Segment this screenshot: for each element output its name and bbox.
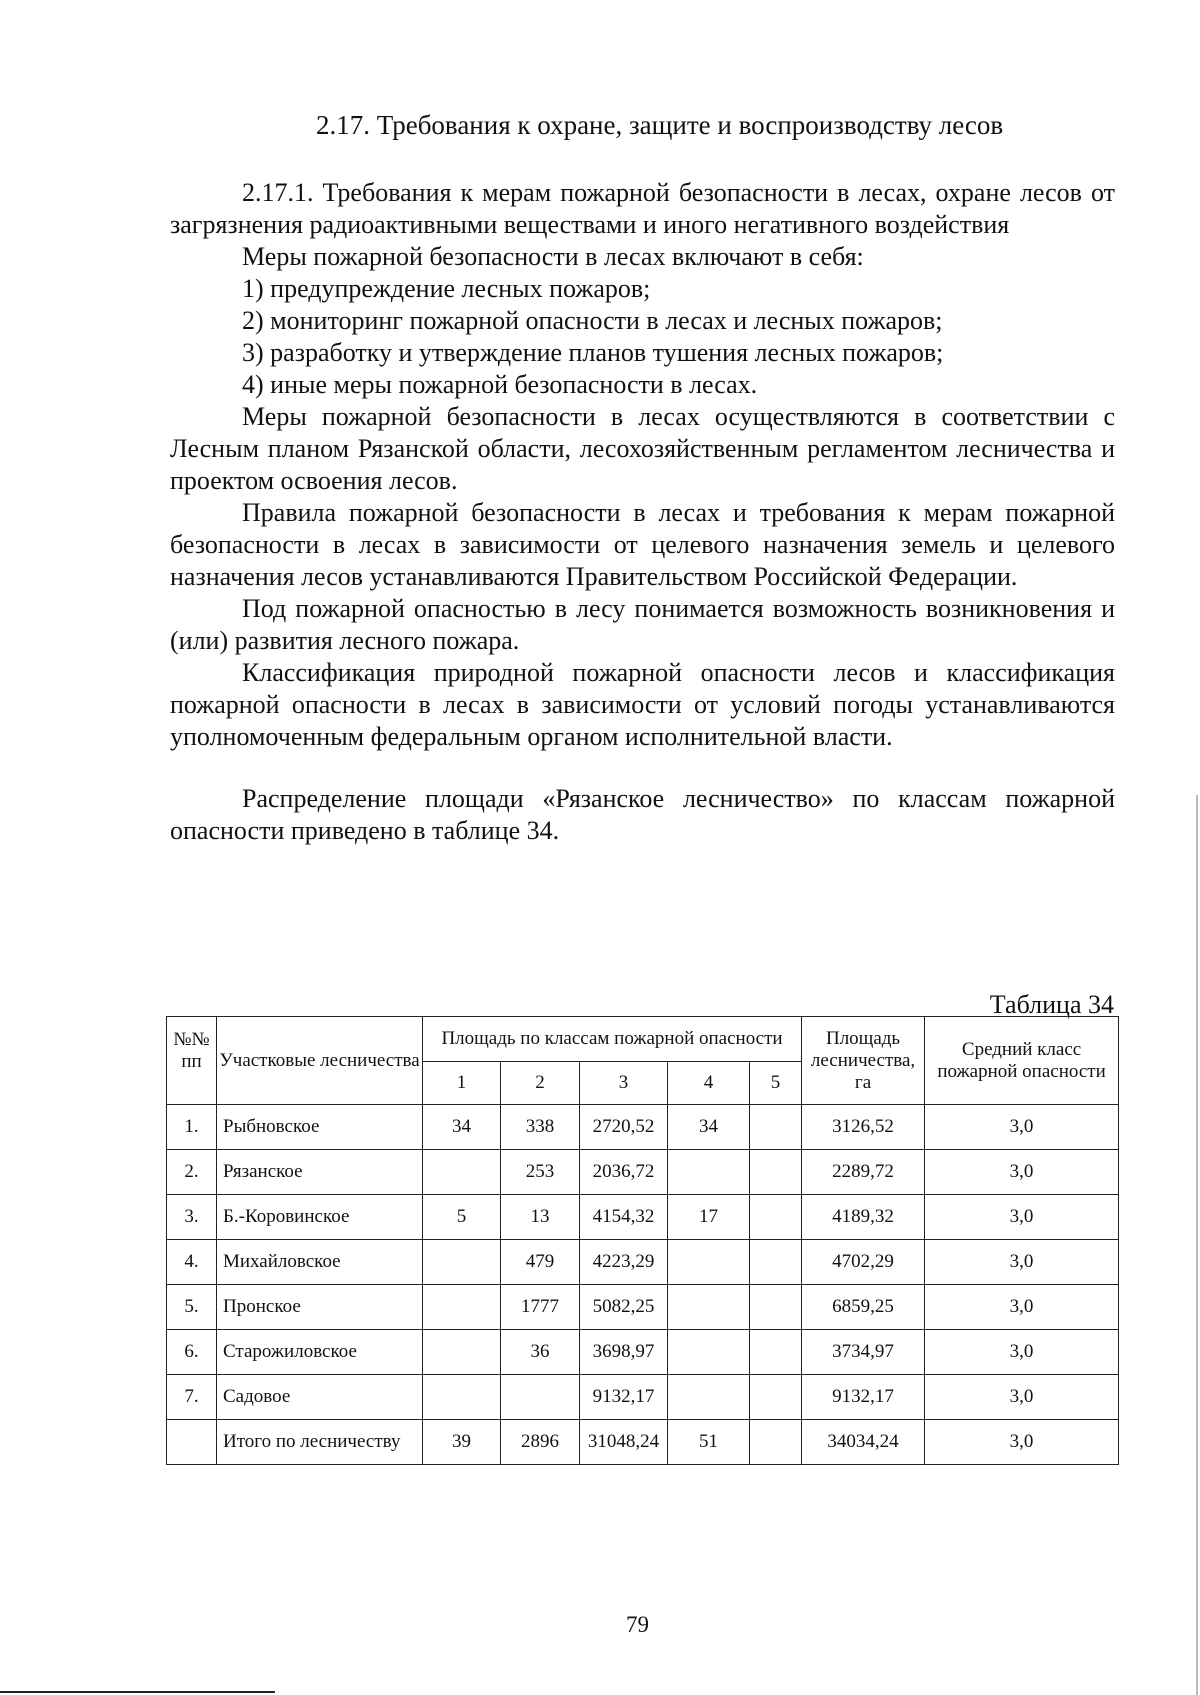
cell-class-3: 4154,32 (580, 1195, 668, 1240)
cell-num: 2. (167, 1150, 217, 1195)
cell-class-4: 51 (668, 1420, 750, 1465)
cell-num: 6. (167, 1330, 217, 1375)
table-row (167, 1105, 1119, 1150)
list-item: 2) мониторинг пожарной опасности в лесах и лесных пожаров; (242, 306, 943, 335)
header-num: №№ пп (167, 1017, 217, 1105)
cell-avg: 3,0 (925, 1240, 1119, 1285)
paragraph-fire-rules: Правила пожарной безопасности в лесах и требования к мерам пожарной безопасности в лесах в зависимости от целевого назначения земель и целевого назначения лесов устанавливаются Правительством Российской Федерации. (170, 498, 1115, 591)
cell-avg: 3,0 (925, 1195, 1119, 1240)
cell-name: Старожиловское (217, 1330, 423, 1375)
cell-name: Рыбновское (217, 1105, 423, 1150)
table-row (167, 1240, 1119, 1285)
cell-class-3: 5082,25 (580, 1285, 668, 1330)
cell-avg: 3,0 (925, 1105, 1119, 1150)
header-class-1: 1 (423, 1062, 501, 1105)
table-row (167, 1330, 1119, 1375)
cell-avg: 3,0 (925, 1285, 1119, 1330)
cell-class-3: 4223,29 (580, 1240, 668, 1285)
cell-class-2: 1777 (501, 1285, 580, 1330)
cell-name: Б.-Коровинское (217, 1195, 423, 1240)
cell-class-2: 338 (501, 1105, 580, 1150)
cell-class-4 (668, 1150, 750, 1195)
cell-class-4: 34 (668, 1105, 750, 1150)
cell-avg: 3,0 (925, 1375, 1119, 1420)
cell-avg: 3,0 (925, 1330, 1119, 1375)
cell-num: 7. (167, 1375, 217, 1420)
paragraph-measures-intro: Меры пожарной безопасности в лесах включают в себя: (242, 242, 864, 271)
cell-class-2: 36 (501, 1330, 580, 1375)
cell-class-3: 2720,52 (580, 1105, 668, 1150)
cell-class-4 (668, 1285, 750, 1330)
header-class-3: 3 (580, 1062, 668, 1105)
cell-class-1: 39 (423, 1420, 501, 1465)
cell-class-1: 5 (423, 1195, 501, 1240)
cell-name: Садовое (217, 1375, 423, 1420)
cell-class-5 (750, 1195, 802, 1240)
cell-class-2 (501, 1375, 580, 1420)
section-heading: 2.17. Требования к охране, защите и воспроизводству лесов (316, 110, 1004, 140)
paragraph-forest-plan: Меры пожарной безопасности в лесах осуществляются в соответствии с Лесным планом Рязанской области, лесохозяйственным регламентом лесничества и проектом освоения лесов. (170, 402, 1115, 495)
cell-avg: 3,0 (925, 1150, 1119, 1195)
cell-area: 4702,29 (802, 1240, 925, 1285)
header-name: Участковые лесничества (217, 1017, 423, 1105)
cell-class-5 (750, 1150, 802, 1195)
cell-num: 4. (167, 1240, 217, 1285)
cell-class-2: 479 (501, 1240, 580, 1285)
cell-area: 3126,52 (802, 1105, 925, 1150)
table-caption: Таблица 34 (989, 990, 1114, 1019)
cell-class-4 (668, 1330, 750, 1375)
cell-class-2: 13 (501, 1195, 580, 1240)
table-row (167, 1195, 1119, 1240)
cell-class-5 (750, 1420, 802, 1465)
cell-class-3: 2036,72 (580, 1150, 668, 1195)
cell-num: 1. (167, 1105, 217, 1150)
fire-danger-table (166, 1016, 1119, 1465)
cell-class-1 (423, 1240, 501, 1285)
cell-class-4 (668, 1240, 750, 1285)
table-total-row (167, 1420, 1119, 1465)
cell-class-4: 17 (668, 1195, 750, 1240)
cell-name: Рязанское (217, 1150, 423, 1195)
cell-name: Михайловское (217, 1240, 423, 1285)
cell-class-5 (750, 1285, 802, 1330)
page-number: 79 (626, 1612, 649, 1637)
cell-class-1 (423, 1150, 501, 1195)
list-item: 3) разработку и утверждение планов тушения лесных пожаров; (242, 338, 944, 367)
table-row (167, 1285, 1119, 1330)
cell-class-1 (423, 1285, 501, 1330)
cell-num: 3. (167, 1195, 217, 1240)
list-item: 4) иные меры пожарной безопасности в лесах. (242, 370, 758, 399)
cell-class-3: 31048,24 (580, 1420, 668, 1465)
scan-edge-line (0, 1691, 275, 1693)
document-body (170, 177, 1115, 847)
cell-area: 6859,25 (802, 1285, 925, 1330)
paragraph-table-reference: Распределение площади «Рязанское лесничество» по классам пожарной опасности приведено в таблице 34. (170, 784, 1115, 845)
paragraph-fire-danger-definition: Под пожарной опасностью в лесу понимается возможность возникновения и (или) развития лесного пожара. (170, 594, 1115, 655)
list-item: 1) предупреждение лесных пожаров; (242, 274, 651, 303)
cell-area: 3734,97 (802, 1330, 925, 1375)
header-classes-group: Площадь по классам пожарной опасности (423, 1017, 802, 1062)
table-row (167, 1150, 1119, 1195)
subsection-title: 2.17.1. Требования к мерам пожарной безопасности в лесах, охране лесов от загрязнения радиоактивными веществами и иного негативного воздействия (170, 178, 1115, 239)
cell-area: 2289,72 (802, 1150, 925, 1195)
cell-class-5 (750, 1375, 802, 1420)
cell-num (167, 1420, 217, 1465)
paragraph-classification: Классификация природной пожарной опасности лесов и классификация пожарной опасности в лесах в зависимости от условий погоды устанавливаются уполномоченным федеральным органом исполнительной власти. (170, 658, 1115, 751)
table-header-row (167, 1017, 1119, 1062)
cell-class-2: 253 (501, 1150, 580, 1195)
header-class-2: 2 (501, 1062, 580, 1105)
table-row (167, 1375, 1119, 1420)
cell-class-5 (750, 1105, 802, 1150)
cell-class-1: 34 (423, 1105, 501, 1150)
cell-class-3: 3698,97 (580, 1330, 668, 1375)
header-area: Площадь лесничества, га (802, 1017, 925, 1105)
cell-class-1 (423, 1375, 501, 1420)
cell-class-1 (423, 1330, 501, 1375)
cell-class-3: 9132,17 (580, 1375, 668, 1420)
header-class-5: 5 (750, 1062, 802, 1105)
cell-class-5 (750, 1240, 802, 1285)
header-avg-class: Средний класс пожарной опасности (925, 1017, 1119, 1105)
cell-area: 34034,24 (802, 1420, 925, 1465)
scan-edge-line-right (1196, 795, 1198, 1695)
header-class-4: 4 (668, 1062, 750, 1105)
cell-name: Итого по лесничеству (217, 1420, 423, 1465)
cell-area: 4189,32 (802, 1195, 925, 1240)
cell-avg: 3,0 (925, 1420, 1119, 1465)
cell-class-2: 2896 (501, 1420, 580, 1465)
cell-area: 9132,17 (802, 1375, 925, 1420)
cell-name: Пронское (217, 1285, 423, 1330)
cell-class-4 (668, 1375, 750, 1420)
cell-class-5 (750, 1330, 802, 1375)
cell-num: 5. (167, 1285, 217, 1330)
